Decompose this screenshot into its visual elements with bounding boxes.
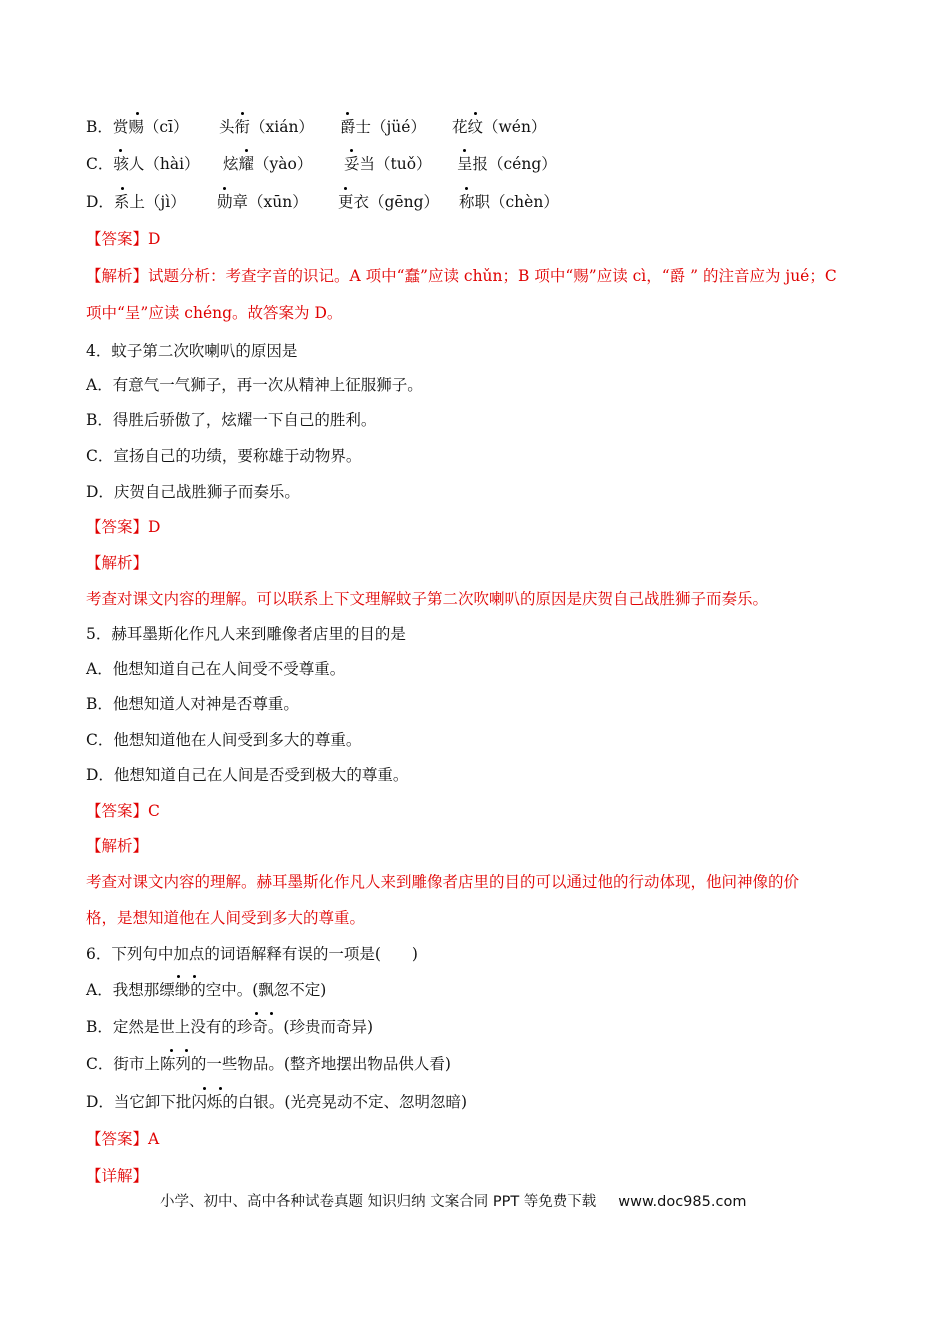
q4-option-c: C．宣扬自己的功绩，要称雄于动物界。 (86, 447, 362, 465)
q6-option-b: B．定然是世上没有的珍奇。(珍贵而奇异) (86, 1018, 373, 1036)
emphasis-dot (255, 1012, 258, 1015)
q3-option-d-1: D．系上（jì） (86, 193, 186, 211)
q5-stem: 5．赫耳墨斯化作凡人来到雕像者店里的目的是 (86, 625, 406, 643)
q5-option-a: A．他想知道自己在人间受不受尊重。 (86, 660, 346, 678)
q4-answer: 【答案】D (86, 518, 161, 536)
emphasis-dot (203, 1087, 206, 1090)
q4-stem: 4．蚊子第二次吹喇叭的原因是 (86, 342, 298, 360)
q5-option-d: D．他想知道自己在人间是否受到极大的尊重。 (86, 766, 409, 784)
emphasis-dot (474, 112, 477, 115)
q4-option-d: D．庆贺自己战胜狮子而奏乐。 (86, 483, 300, 501)
emphasis-dot (346, 112, 349, 115)
footer-url[interactable]: www.doc985.com (618, 1194, 747, 1210)
q4-analysis: 考查对课文内容的理解。可以联系上下文理解蚊子第二次吹喇叭的原因是庆贺自己战胜狮子而奏乐。 (86, 590, 769, 608)
q6-stem: 6．下列句中加点的词语解释有误的一项是( ) (86, 945, 418, 963)
q3-option-b-4: 花纹（wén） (452, 118, 547, 136)
q5-option-c: C．他想知道他在人间受到多大的尊重。 (86, 731, 362, 749)
q3-answer: 【答案】D (86, 230, 161, 248)
q5-option-b: B．他想知道人对神是否尊重。 (86, 695, 299, 713)
q4-analysis-label: 【解析】 (86, 554, 149, 572)
q5-analysis-line-2: 格，是想知道他在人间受到多大的尊重。 (86, 909, 366, 927)
q3-option-c-4: 呈报（céng） (457, 155, 557, 173)
emphasis-dot (463, 149, 466, 152)
emphasis-dot (245, 149, 248, 152)
emphasis-dot (136, 112, 139, 115)
q6-option-c: C．街市上陈列的一些物品。(整齐地摆出物品供人看) (86, 1055, 451, 1073)
q3-option-c-2: 炫耀（yào） (223, 155, 313, 173)
q4-option-b: B．得胜后骄傲了，炫耀一下自己的胜利。 (86, 411, 377, 429)
emphasis-dot (223, 187, 226, 190)
emphasis-dot (350, 149, 353, 152)
emphasis-dot (170, 1049, 173, 1052)
emphasis-dot (241, 112, 244, 115)
q5-answer: 【答案】C (86, 802, 160, 820)
q6-option-a: A．我想那缥缈的空中。(飘忽不定) (86, 981, 327, 999)
q3-option-d-4: 称职（chèn） (459, 193, 559, 211)
q3-option-d-3: 更衣（gēng） (338, 193, 440, 211)
emphasis-dot (344, 187, 347, 190)
emphasis-dot (193, 975, 196, 978)
emphasis-dot (119, 149, 122, 152)
q3-analysis-line-1: 【解析】试题分析：考查字音的识记。A 项中“蠢”应读 chǔn；B 项中“赐”应读 cì，“爵 ” 的注音应为 jué；C (86, 267, 837, 285)
q5-analysis-line-1: 考查对课文内容的理解。赫耳墨斯化作凡人来到雕像者店里的目的可以通过他的行动体现，他问神像的价 (86, 873, 800, 891)
q3-option-c-3: 妥当（tuǒ） (344, 155, 432, 173)
q3-option-b-1: B．赏赐（cī） (86, 118, 189, 136)
emphasis-dot (270, 1012, 273, 1015)
q5-analysis-label: 【解析】 (86, 837, 149, 855)
q6-option-d: D．当它卸下批闪烁的白银。(光亮晃动不定、忽明忽暗) (86, 1093, 468, 1111)
emphasis-dot (219, 1087, 222, 1090)
q3-option-c-1: C．骇人（hài） (86, 155, 200, 173)
q3-analysis-line-2: 项中“呈”应读 chéng。故答案为 D。 (86, 304, 343, 322)
emphasis-dot (185, 1049, 188, 1052)
q4-option-a: A．有意气一气狮子，再一次从精神上征服狮子。 (86, 376, 423, 394)
q3-option-d-2: 勋章（xūn） (217, 193, 308, 211)
q6-answer: 【答案】A (86, 1130, 160, 1148)
q6-detail-label: 【详解】 (86, 1167, 149, 1185)
footer-text: 小学、初中、高中各种试卷真题 知识归纳 文案合同 PPT 等免费下载 (160, 1194, 597, 1210)
q3-option-b-2: 头衔（xián） (219, 118, 314, 136)
emphasis-dot (177, 975, 180, 978)
q3-option-b-3: 爵士（jüé） (340, 118, 426, 136)
emphasis-dot (121, 187, 124, 190)
page-footer (160, 1190, 746, 1211)
emphasis-dot (465, 187, 468, 190)
